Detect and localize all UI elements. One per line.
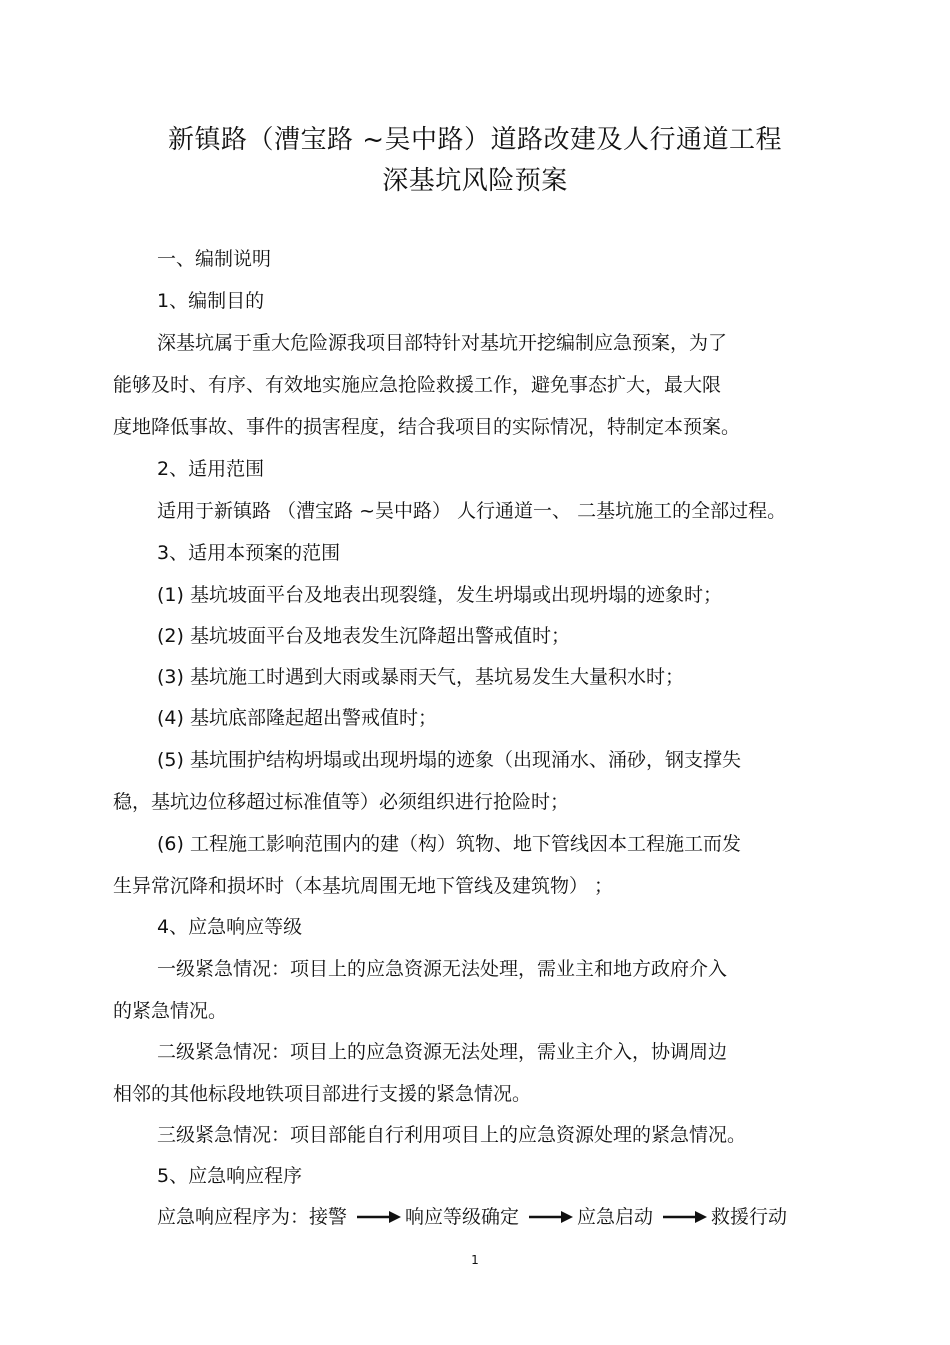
paragraph-line: 三级紧急情况：项目部能自行利用项目上的应急资源处理的紧急情况。 <box>157 1124 747 1146</box>
paragraph-line: 的紧急情况。 <box>113 1000 228 1022</box>
subheading-response-procedure: 5、应急响应程序 <box>157 1165 303 1187</box>
list-item: (2) 基坑坡面平台及地表发生沉降超出警戒值时； <box>157 625 570 647</box>
subheading-applicability: 3、适用本预案的范围 <box>157 542 341 564</box>
paragraph-line: 一级紧急情况：项目上的应急资源无法处理，需业主和地方政府介入 <box>157 958 728 980</box>
subheading-purpose: 1、编制目的 <box>157 290 265 312</box>
arrow-right-icon <box>529 1210 573 1224</box>
page-number: 1 <box>471 1253 479 1267</box>
list-item: (3) 基坑施工时遇到大雨或暴雨天气，基坑易发生大量积水时； <box>157 666 684 688</box>
document-title-line1: 新镇路（漕宝路 ~吴中路）道路改建及人行通道工程 <box>167 125 783 155</box>
section-heading-1: 一、编制说明 <box>157 248 272 270</box>
paragraph-line: 相邻的其他标段地铁项目部进行支援的紧急情况。 <box>113 1083 532 1105</box>
flow-step: 救援行动 <box>711 1206 788 1228</box>
list-item: (5) 基坑围护结构坍塌或出现坍塌的迹象（出现涌水、涌砂，钢支撑失 <box>157 749 741 771</box>
list-item-continuation: 稳，基坑边位移超过标准值等）必须组织进行抢险时； <box>113 791 570 813</box>
flow-step: 响应等级确定 <box>405 1206 520 1228</box>
flow-prefix: 应急响应程序为：接警 <box>157 1206 348 1228</box>
subheading-response-levels: 4、应急响应等级 <box>157 916 303 938</box>
list-item: (1) 基坑坡面平台及地表出现裂缝，发生坍塌或出现坍塌的迹象时； <box>157 584 722 606</box>
document-title-line2: 深基坑风险预案 <box>382 166 568 196</box>
arrow-right-icon <box>357 1210 401 1224</box>
list-item: (6) 工程施工影响范围内的建（构）筑物、地下管线因本工程施工而发 <box>157 833 741 855</box>
list-item-continuation: 生异常沉降和损坏时（本基坑周围无地下管线及建筑物） ； <box>113 875 614 897</box>
paragraph-line: 二级紧急情况：项目上的应急资源无法处理，需业主介入，协调周边 <box>157 1041 728 1063</box>
flow-step: 应急启动 <box>577 1206 654 1228</box>
response-flow <box>157 1204 787 1230</box>
subheading-scope: 2、适用范围 <box>157 458 265 480</box>
arrow-right-icon <box>663 1210 707 1224</box>
paragraph-line: 深基坑属于重大危险源我项目部特针对基坑开挖编制应急预案，为了 <box>157 332 728 354</box>
paragraph-line: 适用于新镇路 （漕宝路 ~吴中路） 人行通道一、 二基坑施工的全部过程。 <box>157 500 787 522</box>
paragraph-line: 度地降低事故、事件的损害程度，结合我项目的实际情况，特制定本预案。 <box>113 416 741 438</box>
paragraph-line: 能够及时、有序、有效地实施应急抢险救援工作，避免事态扩大，最大限 <box>113 374 722 396</box>
list-item: (4) 基坑底部隆起超出警戒值时； <box>157 707 437 729</box>
